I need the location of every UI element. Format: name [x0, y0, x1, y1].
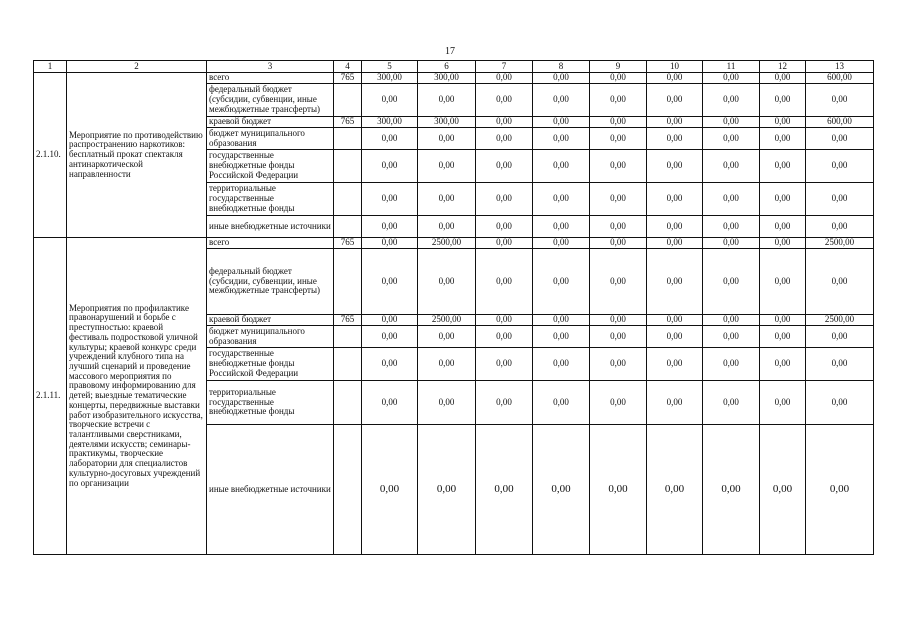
amount-cell: 0,00 [476, 315, 533, 326]
amount-cell: 0,00 [703, 238, 760, 249]
amount-cell: 0,00 [647, 117, 703, 128]
amount-cell: 0,00 [476, 238, 533, 249]
amount-cell: 0,00 [362, 315, 418, 326]
budget-code [334, 84, 362, 117]
amount-cell: 0,00 [647, 315, 703, 326]
amount-cell: 0,00 [590, 84, 647, 117]
amount-cell: 0,00 [590, 117, 647, 128]
amount-cell: 300,00 [418, 117, 476, 128]
amount-cell: 0,00 [703, 326, 760, 348]
amount-cell: 0,00 [590, 216, 647, 238]
column-number: 2 [67, 61, 207, 73]
amount-cell: 0,00 [703, 216, 760, 238]
amount-cell: 0,00 [647, 348, 703, 381]
amount-cell: 0,00 [362, 425, 418, 555]
amount-cell: 0,00 [590, 183, 647, 216]
amount-cell: 300,00 [418, 73, 476, 84]
amount-cell: 0,00 [647, 326, 703, 348]
table-row [34, 238, 874, 249]
funding-source: всего [207, 238, 334, 249]
amount-cell: 2500,00 [418, 238, 476, 249]
amount-cell: 0,00 [418, 128, 476, 150]
amount-cell: 0,00 [362, 326, 418, 348]
amount-cell: 0,00 [806, 128, 874, 150]
amount-cell: 0,00 [703, 73, 760, 84]
amount-cell: 2500,00 [806, 315, 874, 326]
column-number: 11 [703, 61, 760, 73]
amount-cell: 0,00 [418, 381, 476, 425]
amount-cell: 0,00 [806, 150, 874, 183]
amount-cell: 0,00 [760, 117, 806, 128]
amount-cell: 300,00 [362, 73, 418, 84]
budget-code [334, 150, 362, 183]
amount-cell: 0,00 [703, 150, 760, 183]
page-number: 17 [445, 46, 455, 57]
amount-cell: 0,00 [647, 238, 703, 249]
amount-cell: 0,00 [760, 183, 806, 216]
amount-cell: 0,00 [418, 84, 476, 117]
amount-cell: 0,00 [418, 425, 476, 555]
amount-cell: 0,00 [418, 216, 476, 238]
amount-cell: 0,00 [418, 249, 476, 315]
measure-code: 2.1.10. [34, 73, 67, 238]
amount-cell: 0,00 [476, 326, 533, 348]
table-row [34, 73, 874, 84]
amount-cell: 0,00 [533, 425, 590, 555]
amount-cell: 0,00 [418, 348, 476, 381]
amount-cell: 0,00 [533, 73, 590, 84]
amount-cell: 0,00 [806, 249, 874, 315]
amount-cell: 0,00 [760, 216, 806, 238]
amount-cell: 0,00 [647, 381, 703, 425]
amount-cell: 0,00 [533, 84, 590, 117]
funding-source: государственные внебюджетные фонды Российской Федерации [207, 348, 334, 381]
amount-cell: 0,00 [590, 150, 647, 183]
amount-cell: 0,00 [362, 216, 418, 238]
amount-cell: 0,00 [533, 183, 590, 216]
amount-cell: 2500,00 [806, 238, 874, 249]
amount-cell: 0,00 [418, 183, 476, 216]
funding-source: бюджет муниципального образования [207, 128, 334, 150]
amount-cell: 0,00 [760, 73, 806, 84]
amount-cell: 0,00 [590, 128, 647, 150]
amount-cell: 0,00 [806, 348, 874, 381]
amount-cell: 0,00 [590, 238, 647, 249]
amount-cell: 0,00 [418, 326, 476, 348]
budget-code [334, 381, 362, 425]
column-number: 10 [647, 61, 703, 73]
funding-source: федеральный бюджет (субсидии, субвенции, иные межбюджетные трансферты) [207, 84, 334, 117]
amount-cell: 0,00 [590, 381, 647, 425]
measure-title: Мероприятия по профилактике правонарушений и борьбе с преступностью: краевой фестиваль подростковой уличной культуры; краевой конкурс среди учреждений клубного типа на лучший сценарий и проведение массового мероприятия по правовому информированию для детей; выездные тематические концерты, передвижные выставки работ изобразительного искусства, творческие встречи с талантливыми сверстниками, деятелями искусств; семинары-практикумы, творческие лаборатории для специалистов культурно-досуговых учреждений по организации [67, 238, 207, 555]
amount-cell: 0,00 [703, 128, 760, 150]
amount-cell: 0,00 [703, 117, 760, 128]
amount-cell: 0,00 [760, 425, 806, 555]
column-number: 7 [476, 61, 533, 73]
amount-cell: 0,00 [703, 84, 760, 117]
amount-cell: 0,00 [760, 249, 806, 315]
amount-cell: 0,00 [476, 117, 533, 128]
funding-source: территориальные государственные внебюджетные фонды [207, 381, 334, 425]
budget-code: 765 [334, 117, 362, 128]
amount-cell: 0,00 [760, 150, 806, 183]
amount-cell: 0,00 [760, 315, 806, 326]
budget-code: 765 [334, 315, 362, 326]
amount-cell: 0,00 [476, 73, 533, 84]
funding-source: иные внебюджетные источники [207, 216, 334, 238]
amount-cell: 0,00 [760, 84, 806, 117]
budget-code: 765 [334, 73, 362, 84]
amount-cell: 0,00 [362, 381, 418, 425]
amount-cell: 0,00 [533, 117, 590, 128]
amount-cell: 0,00 [533, 128, 590, 150]
amount-cell: 0,00 [533, 150, 590, 183]
amount-cell: 600,00 [806, 73, 874, 84]
amount-cell: 0,00 [806, 216, 874, 238]
funding-source: иные внебюджетные источники [207, 425, 334, 555]
amount-cell: 0,00 [590, 249, 647, 315]
funding-source: краевой бюджет [207, 117, 334, 128]
measure-code: 2.1.11. [34, 238, 67, 555]
amount-cell: 0,00 [533, 315, 590, 326]
column-number: 12 [760, 61, 806, 73]
amount-cell: 0,00 [590, 326, 647, 348]
amount-cell: 300,00 [362, 117, 418, 128]
amount-cell: 0,00 [362, 249, 418, 315]
amount-cell: 0,00 [647, 216, 703, 238]
amount-cell: 0,00 [476, 425, 533, 555]
amount-cell: 0,00 [806, 326, 874, 348]
amount-cell: 0,00 [590, 73, 647, 84]
budget-code [334, 348, 362, 381]
amount-cell: 600,00 [806, 117, 874, 128]
amount-cell: 0,00 [476, 381, 533, 425]
amount-cell: 0,00 [760, 128, 806, 150]
amount-cell: 0,00 [806, 183, 874, 216]
amount-cell: 0,00 [703, 315, 760, 326]
amount-cell: 0,00 [476, 249, 533, 315]
amount-cell: 0,00 [362, 128, 418, 150]
budget-code [334, 216, 362, 238]
funding-source: территориальные государственные внебюджетные фонды [207, 183, 334, 216]
budget-code [334, 128, 362, 150]
budget-code [334, 249, 362, 315]
amount-cell: 0,00 [590, 425, 647, 555]
amount-cell: 0,00 [476, 150, 533, 183]
column-number-row [34, 61, 874, 73]
amount-cell: 0,00 [647, 249, 703, 315]
amount-cell: 0,00 [647, 73, 703, 84]
funding-source: государственные внебюджетные фонды Российской Федерации [207, 150, 334, 183]
amount-cell: 2500,00 [418, 315, 476, 326]
funding-source: федеральный бюджет (субсидии, субвенции, иные межбюджетные трансферты) [207, 249, 334, 315]
budget-code: 765 [334, 238, 362, 249]
amount-cell: 0,00 [590, 348, 647, 381]
column-number: 1 [34, 61, 67, 73]
amount-cell: 0,00 [806, 425, 874, 555]
column-number: 5 [362, 61, 418, 73]
amount-cell: 0,00 [703, 183, 760, 216]
amount-cell: 0,00 [647, 128, 703, 150]
amount-cell: 0,00 [362, 348, 418, 381]
measure-title: Мероприятие по противодействию распространению наркотиков: бесплатный прокат спектакля антинаркотической направленности [67, 73, 207, 238]
amount-cell: 0,00 [647, 425, 703, 555]
amount-cell: 0,00 [476, 84, 533, 117]
amount-cell: 0,00 [760, 348, 806, 381]
amount-cell: 0,00 [362, 84, 418, 117]
amount-cell: 0,00 [760, 238, 806, 249]
amount-cell: 0,00 [647, 84, 703, 117]
amount-cell: 0,00 [476, 128, 533, 150]
amount-cell: 0,00 [760, 326, 806, 348]
amount-cell: 0,00 [806, 381, 874, 425]
budget-code [334, 326, 362, 348]
amount-cell: 0,00 [533, 238, 590, 249]
amount-cell: 0,00 [476, 216, 533, 238]
column-number: 8 [533, 61, 590, 73]
amount-cell: 0,00 [533, 348, 590, 381]
amount-cell: 0,00 [647, 183, 703, 216]
amount-cell: 0,00 [533, 249, 590, 315]
amount-cell: 0,00 [418, 150, 476, 183]
amount-cell: 0,00 [703, 249, 760, 315]
budget-table [33, 60, 874, 555]
amount-cell: 0,00 [590, 315, 647, 326]
column-number: 6 [418, 61, 476, 73]
amount-cell: 0,00 [760, 381, 806, 425]
budget-code [334, 425, 362, 555]
amount-cell: 0,00 [647, 150, 703, 183]
funding-source: бюджет муниципального образования [207, 326, 334, 348]
funding-source: всего [207, 73, 334, 84]
column-number: 9 [590, 61, 647, 73]
column-number: 3 [207, 61, 334, 73]
budget-code [334, 183, 362, 216]
amount-cell: 0,00 [703, 381, 760, 425]
amount-cell: 0,00 [362, 150, 418, 183]
column-number: 13 [806, 61, 874, 73]
amount-cell: 0,00 [806, 84, 874, 117]
amount-cell: 0,00 [476, 183, 533, 216]
amount-cell: 0,00 [533, 216, 590, 238]
column-number: 4 [334, 61, 362, 73]
amount-cell: 0,00 [533, 326, 590, 348]
funding-source: краевой бюджет [207, 315, 334, 326]
amount-cell: 0,00 [703, 348, 760, 381]
amount-cell: 0,00 [362, 238, 418, 249]
amount-cell: 0,00 [533, 381, 590, 425]
amount-cell: 0,00 [362, 183, 418, 216]
amount-cell: 0,00 [703, 425, 760, 555]
amount-cell: 0,00 [476, 348, 533, 381]
